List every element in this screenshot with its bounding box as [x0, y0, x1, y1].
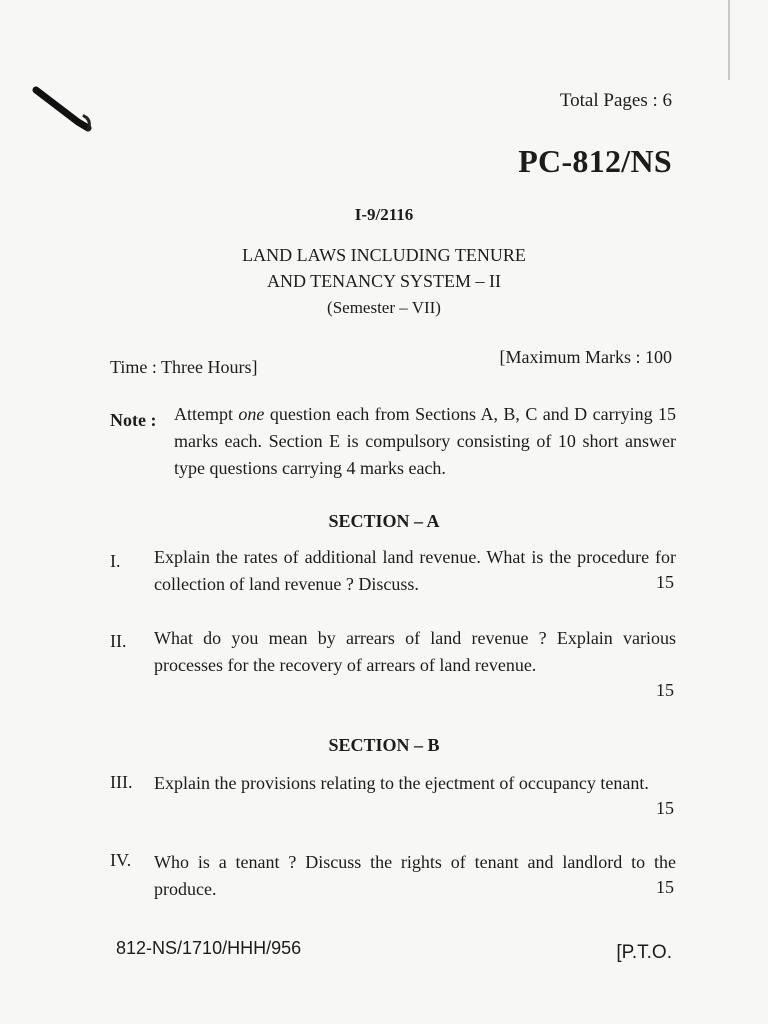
question-text: Explain the rates of additional land revenue. What is the procedure for collection of land revenue ? Discuss.: [154, 547, 676, 594]
pen-tick-mark: [30, 82, 100, 142]
question-number: I.: [110, 551, 121, 571]
subject-title-line2: AND TENANCY SYSTEM – II: [267, 271, 501, 291]
page-edge-line: [728, 0, 730, 80]
note-text: [174, 401, 676, 482]
section-a-heading: SECTION – A: [328, 511, 440, 531]
paper-reference: I-9/2116: [354, 205, 414, 224]
semester-label: (Semester – VII): [327, 298, 441, 317]
paper-code: PC-812/NS: [518, 143, 672, 179]
note-text-start: Attempt: [174, 404, 239, 424]
question-marks: 15: [656, 572, 674, 592]
question-marks: 15: [656, 798, 674, 818]
note-label: Note :: [110, 410, 157, 430]
question-text: What do you mean by arrears of land revenue ? Explain various processes for the recovery of arrears of land revenue.: [154, 628, 676, 675]
question-marks: 15: [656, 680, 674, 700]
question-number: II.: [110, 631, 127, 651]
note-text-emphasis: one: [238, 404, 265, 424]
time-label: Time : Three Hours]: [110, 357, 258, 377]
question-text: Explain the provisions relating to the ejectment of occupancy tenant.: [154, 773, 649, 793]
maximum-marks-label: [Maximum Marks : 100: [499, 347, 672, 367]
subject-title-line1: LAND LAWS INCLUDING TENURE: [242, 245, 526, 265]
footer-paper-code: 812-NS/1710/HHH/956: [116, 938, 302, 958]
question-marks: 15: [656, 877, 674, 897]
note-text-rest: question each from Sections A, B, C and D carrying 15 marks each. Section E is compulsory consisting of 10 short answer type questions carrying 4 marks each.: [174, 404, 676, 478]
question-number: IV.: [110, 850, 132, 870]
question-number: III.: [110, 772, 133, 792]
total-pages: Total Pages : 6: [559, 90, 672, 111]
section-b-heading: SECTION – B: [328, 735, 440, 755]
question-text: Who is a tenant ? Discuss the rights of tenant and landlord to the produce.: [154, 852, 676, 899]
please-turn-over-label: [P.T.O.: [616, 942, 672, 963]
